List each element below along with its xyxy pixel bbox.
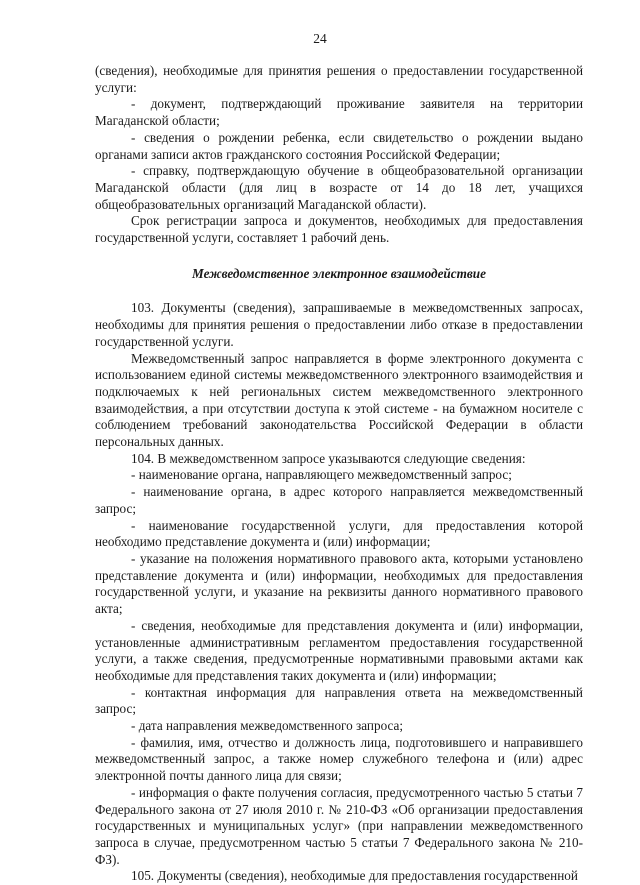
paragraph-interagency-request: Межведомственный запрос направляется в форме электронного документа с использованием единой системы межведомственного электронного взаимодействия и подключаемых к ней региональных систем межведомственного электронного взаимодействия, а при отсутствии доступа к этой системе - на бумажном носителе с соблюдением требований законодательства Российской Федерации в области персональных данных. [95, 350, 583, 450]
list-item-request-date: - дата направления межведомственного запроса; [131, 718, 404, 734]
document-body [95, 63, 583, 885]
list-item-service-name: - наименование государственной услуги, для предоставления которой необходимо представление документа и (или) информации; [95, 517, 583, 550]
page-number: 24 [313, 31, 327, 46]
paragraph-104: 104. В межведомственном запросе указываются следующие сведения: [131, 450, 526, 466]
list-item-residence-document: - документ, подтверждающий проживание заявителя на территории Магаданской области; [95, 96, 583, 129]
paragraph-continuation: (сведения), необходимые для принятия решения о предоставлении государственной услуги: [95, 63, 583, 95]
list-item-legal-act: - указание на положения нормативного правового акта, которыми установлено представление документа и (или) информации, необходимых для предоставления государственной услуги, и указание на реквизиты данного нормативного правового акта; [95, 550, 583, 617]
section-heading: Межведомственное электронное взаимодействие [192, 265, 486, 281]
list-item-responsible-person: - фамилия, имя, отчество и должность лица, подготовившего и направившего межведомственный запрос, а также номер служебного телефона и (или) адрес электронной почты данного лица для связи; [95, 734, 583, 784]
paragraph-103: 103. Документы (сведения), запрашиваемые в межведомственных запросах, необходимы для принятия решения о предоставлении либо отказе в предоставлении государственной услуги. [95, 300, 583, 349]
list-item-birth-record: - сведения о рождении ребенка, если свидетельство о рождении выдано органами записи актов гражданского состояния Российской Федерации; [95, 129, 583, 162]
paragraph-105: 105. Документы (сведения), необходимые для предоставления государственной [131, 868, 578, 884]
paragraph-registration-term: Срок регистрации запроса и документов, необходимых для предоставления государственной услуги, составляет 1 рабочий день. [95, 213, 583, 246]
list-item-required-info: - сведения, необходимые для представления документа и (или) информации, установленные административным регламентом предоставления государственной услуги, а также сведения, предусмотренные нормативными правовыми актами как необходимые для представления таких документа и (или) информации; [95, 617, 583, 683]
list-item-contact-info: - контактная информация для направления ответа на межведомственный запрос; [95, 684, 583, 717]
list-item-requesting-body: - наименование органа, направляющего межведомственный запрос; [131, 467, 512, 483]
list-item-addressee-body: - наименование органа, в адрес которого направляется межведомственный запрос; [95, 484, 583, 516]
list-item-consent-info: - информация о факте получения согласия, предусмотренного частью 5 статьи 7 Федерального закона от 27 июля 2010 г. № 210-ФЗ «Об организации предоставления государственных и муниципальных услуг» (при направлении межведомственного запроса в случае, предусмотренном частью 5 статьи 7 Федерального закона № 210-ФЗ). [95, 784, 583, 867]
list-item-study-certificate: - справку, подтверждающую обучение в общеобразовательной организации Магаданской области (для лиц в возрасте от 14 до 18 лет, учащихся общеобразовательных организаций Магаданской области). [95, 163, 583, 212]
